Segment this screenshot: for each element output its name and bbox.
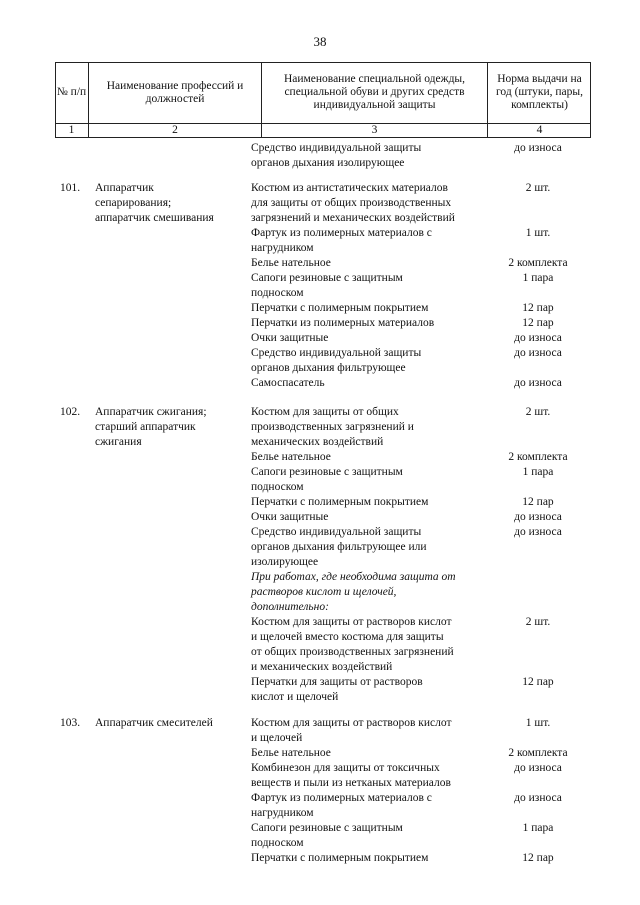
equipment-line: для защиты от общих производственных	[251, 197, 452, 209]
table-header	[55, 62, 591, 139]
norm-value: до износа	[514, 511, 562, 523]
equipment-line: Костюм для защиты от общих	[251, 406, 399, 418]
row-number: 101.	[60, 182, 81, 194]
norm-value: 1 пара	[522, 466, 554, 478]
header-col-profession: Наименование профессий и должностей	[89, 62, 262, 123]
norm-value: 2 шт.	[525, 406, 551, 418]
equipment-line: Фартук из полимерных материалов с	[251, 227, 432, 239]
profession-line: Аппаратчик	[95, 182, 154, 194]
equipment-line: Комбинезон для защиты от токсичных	[251, 762, 440, 774]
norm-value: до износа	[514, 762, 562, 774]
profession-line: старший аппаратчик	[95, 421, 196, 433]
profession-line: аппаратчик смешивания	[95, 212, 214, 224]
norm-value: 1 пара	[522, 272, 554, 284]
equipment-line: нагрудником	[251, 242, 314, 254]
equipment-line: Очки защитные	[251, 511, 329, 523]
equipment-line: производственных загрязнений и	[251, 421, 414, 433]
equipment-line: Белье нательное	[251, 451, 331, 463]
equipment-line: растворов кислот и щелочей,	[251, 586, 397, 598]
norm-value: 1 шт.	[525, 227, 551, 239]
equipment-line: Самоспасатель	[251, 377, 325, 389]
header-num-2: 2	[89, 123, 262, 137]
equipment-line: Перчатки из полимерных материалов	[251, 317, 435, 329]
equipment-line: Костюм для защиты от растворов кислот	[251, 717, 452, 729]
norm-value: 2 комплекта	[508, 257, 568, 269]
equipment-line: дополнительно:	[251, 601, 329, 613]
norm-value: до износа	[514, 377, 562, 389]
page-number: 38	[313, 34, 327, 49]
header-num-1: 1	[55, 123, 89, 137]
norm-value: 12 пар	[522, 496, 554, 508]
norm-value: 12 пар	[522, 676, 554, 688]
equipment-line: Белье нательное	[251, 257, 331, 269]
equipment-line: изолирующее	[251, 556, 319, 568]
norm-value: 2 шт.	[525, 182, 551, 194]
norm-value: 2 шт.	[525, 616, 551, 628]
equipment-line: и щелочей вместо костюма для защиты	[251, 631, 444, 643]
equipment-line: Перчатки с полимерным покрытием	[251, 852, 429, 864]
equipment-line: подноском	[251, 287, 304, 299]
norm-value: 1 пара	[522, 822, 554, 834]
equipment-line: веществ и пыли из нетканых материалов	[251, 777, 451, 789]
profession-line: Аппаратчик сжигания;	[95, 406, 207, 418]
norm-value: до износа	[514, 526, 562, 538]
equipment-line: кислот и щелочей	[251, 691, 339, 703]
equipment-line: Средство индивидуальной защиты	[251, 347, 422, 359]
equipment-line: механических воздействий	[251, 436, 384, 448]
row-number: 102.	[60, 406, 81, 418]
equipment-line: Сапоги резиновые с защитным	[251, 466, 403, 478]
header-col-equipment: Наименование специальной одежды, специальной обуви и других средств индивидуальной защиты	[262, 62, 488, 123]
equipment-line: При работах, где необходима защита от	[251, 571, 456, 583]
equipment-line: и щелочей	[251, 732, 303, 744]
profession-line: сжигания	[95, 436, 142, 448]
equipment-line: Костюм для защиты от растворов кислот	[251, 616, 452, 628]
equipment-line: подноском	[251, 481, 304, 493]
equipment-line: и механических воздействий	[251, 661, 393, 673]
header-col-number: № п/п	[55, 62, 89, 123]
equipment-line: Сапоги резиновые с защитным	[251, 272, 403, 284]
equipment-line: Средство индивидуальной защиты	[251, 526, 422, 538]
norm-value: 1 шт.	[525, 717, 551, 729]
row-number: 103.	[60, 717, 81, 729]
equipment-line: Костюм из антистатических материалов	[251, 182, 448, 194]
norm-value: до износа	[514, 347, 562, 359]
equipment-line: подноском	[251, 837, 304, 849]
norm-value: до износа	[514, 142, 562, 154]
equipment-line: Очки защитные	[251, 332, 329, 344]
equipment-line: Белье нательное	[251, 747, 331, 759]
equipment-line: органов дыхания изолирующее	[251, 157, 405, 169]
norm-value: 12 пар	[522, 317, 554, 329]
equipment-line: от общих производственных загрязнений	[251, 646, 454, 658]
equipment-line: органов дыхания фильтрующее	[251, 362, 406, 374]
equipment-line: органов дыхания фильтрующее или	[251, 541, 427, 553]
norm-value: 2 комплекта	[508, 747, 568, 759]
equipment-line: нагрудником	[251, 807, 314, 819]
equipment-line: Перчатки с полимерным покрытием	[251, 496, 429, 508]
equipment-line: загрязнений и механических воздействий	[251, 212, 455, 224]
norm-value: до износа	[514, 792, 562, 804]
norm-value: 12 пар	[522, 852, 554, 864]
header-num-4: 4	[536, 124, 543, 136]
profession-line: сепарирования;	[95, 197, 172, 209]
equipment-line: Средство индивидуальной защиты	[251, 142, 422, 154]
equipment-line: Сапоги резиновые с защитным	[251, 822, 403, 834]
equipment-line: Перчатки для защиты от растворов	[251, 676, 423, 688]
equipment-line: Перчатки с полимерным покрытием	[251, 302, 429, 314]
header-num-3: 3	[262, 123, 488, 137]
norm-value: 12 пар	[522, 302, 554, 314]
equipment-line: Фартук из полимерных материалов с	[251, 792, 432, 804]
header-col-norm: Норма выдачи на год (штуки, пары, комплекты)	[496, 73, 583, 111]
profession-line: Аппаратчик смесителей	[95, 717, 213, 729]
norm-value: до износа	[514, 332, 562, 344]
norm-value: 2 комплекта	[508, 451, 568, 463]
